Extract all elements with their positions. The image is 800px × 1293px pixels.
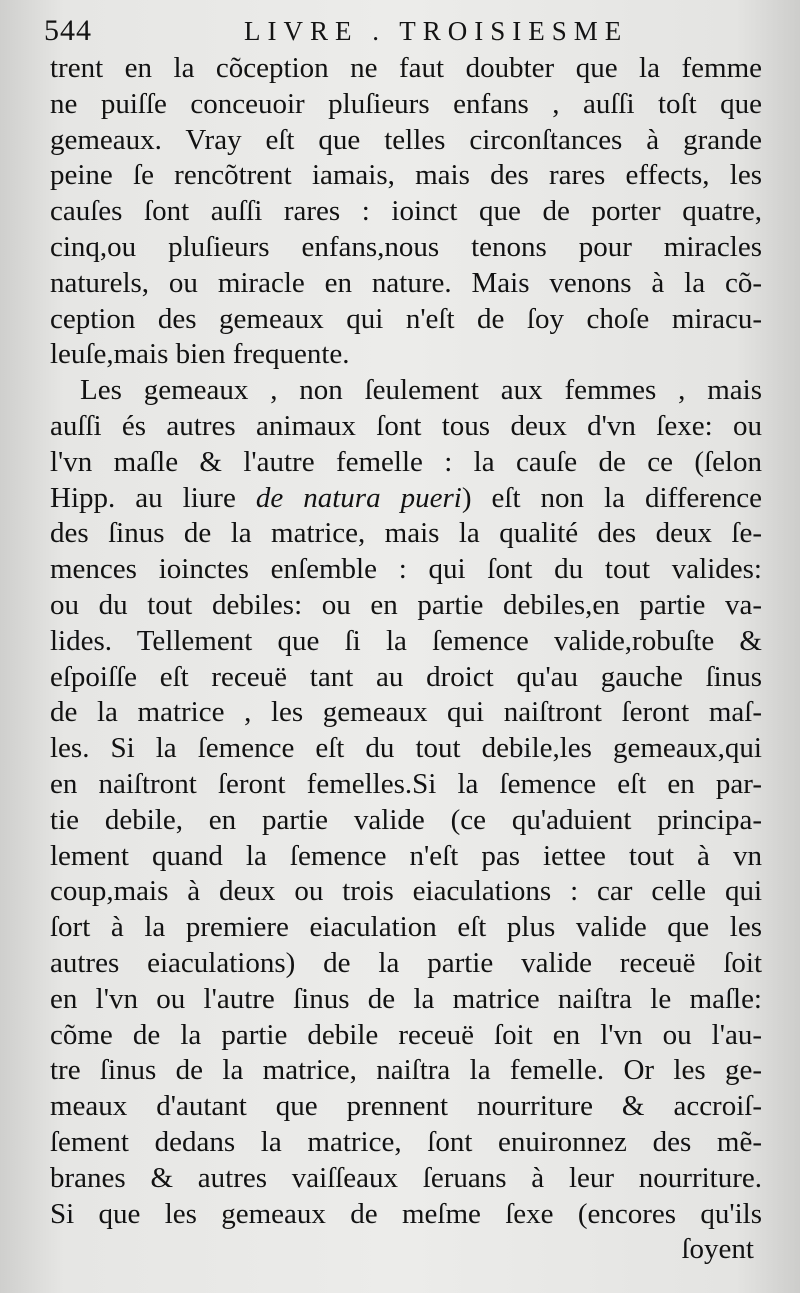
text-line: branes & autres vaiſſeaux ſeruans à leur nourriture. [50, 1161, 762, 1194]
text-line: cauſes ſont auſſi rares : ioinct que de porter quatre, [50, 195, 762, 228]
text-line: trent en la cõception ne faut doubter que la femme [50, 52, 762, 84]
text-line: autres eiaculations) de la partie valide receuë ſoit [50, 946, 762, 979]
text-line: Si que les gemeaux de meſme ſexe (encores qu'ils [50, 1197, 762, 1230]
text-line: Les gemeaux , non ſeulement aux femmes , mais [80, 374, 762, 407]
text-line: naturels, ou miracle en nature. Mais venons à la cõ- [50, 266, 762, 299]
text-line: en naiſtront ſeront femelles.Si la ſemence eſt en par- [50, 767, 762, 800]
body-text [50, 51, 762, 1268]
text-line: l'vn maſle & l'autre femelle : la cauſe de ce (ſelon [50, 445, 762, 478]
page-number: 544 [44, 14, 92, 47]
text-line: ſement dedans la matrice, ſont enuironnez des mẽ- [50, 1125, 762, 1158]
text-line: mences ioinctes enſemble : qui ſont du tout valides: [50, 553, 762, 586]
text-line: cinq,ou pluſieurs enfans,nous tenons pour miracles [50, 230, 762, 263]
text-line: ſort à la premiere eiaculation eſt plus valide que les [50, 911, 762, 944]
text-line: ception des gemeaux qui n'eſt de ſoy choſe miracu- [50, 302, 762, 335]
text-line: cõme de la partie debile receuë ſoit en l'vn ou l'au- [50, 1018, 762, 1051]
text-line: tre ſinus de la matrice, naiſtra la femelle. Or les ge- [50, 1054, 762, 1087]
text-line: en l'vn ou l'autre ſinus de la matrice naiſtra le maſle: [50, 982, 762, 1015]
text-line: les. Si la ſemence eſt du tout debile,les gemeaux,qui [50, 732, 762, 765]
running-title: LIVRE . TROISIESME [244, 16, 629, 46]
text-line: eſpoiſſe eſt receuë tant au droict qu'au gauche ſinus [50, 660, 762, 693]
running-head [44, 14, 770, 50]
text-line: auſſi és autres animaux ſont tous deux d'vn ſexe: ou [50, 409, 762, 442]
text-line: ou du tout debiles: ou en partie debiles,en partie va- [50, 588, 762, 621]
text-line: leuſe,mais bien frequente. [50, 338, 350, 371]
text-line: lides. Tellement que ſi la ſemence valide,robuſte & [50, 624, 762, 657]
text-line: gemeaux. Vray eſt que telles circonſtances à grande [50, 123, 762, 156]
text-line: coup,mais à deux ou trois eiaculations : car celle qui [50, 875, 762, 908]
text-line: peine ſe rencõtrent iamais, mais des rares effects, les [50, 159, 762, 192]
text-line: lement quand la ſemence n'eſt pas iettee tout à vn [50, 839, 762, 872]
catchword: ſoyent [681, 1233, 754, 1266]
text-line: Hipp. au liure de natura pueri) eſt non la difference [50, 481, 762, 514]
text-line: ne puiſſe conceuoir pluſieurs enfans , auſſi toſt que [50, 87, 762, 120]
text-line: de la matrice , les gemeaux qui naiſtront ſeront maſ- [50, 696, 762, 729]
text-line: tie debile, en partie valide (ce qu'aduient principa- [50, 803, 762, 836]
text-line: meaux d'autant que prennent nourriture & accroiſ- [50, 1090, 762, 1123]
text-line: des ſinus de la matrice, mais la qualité des deux ſe- [50, 517, 762, 550]
